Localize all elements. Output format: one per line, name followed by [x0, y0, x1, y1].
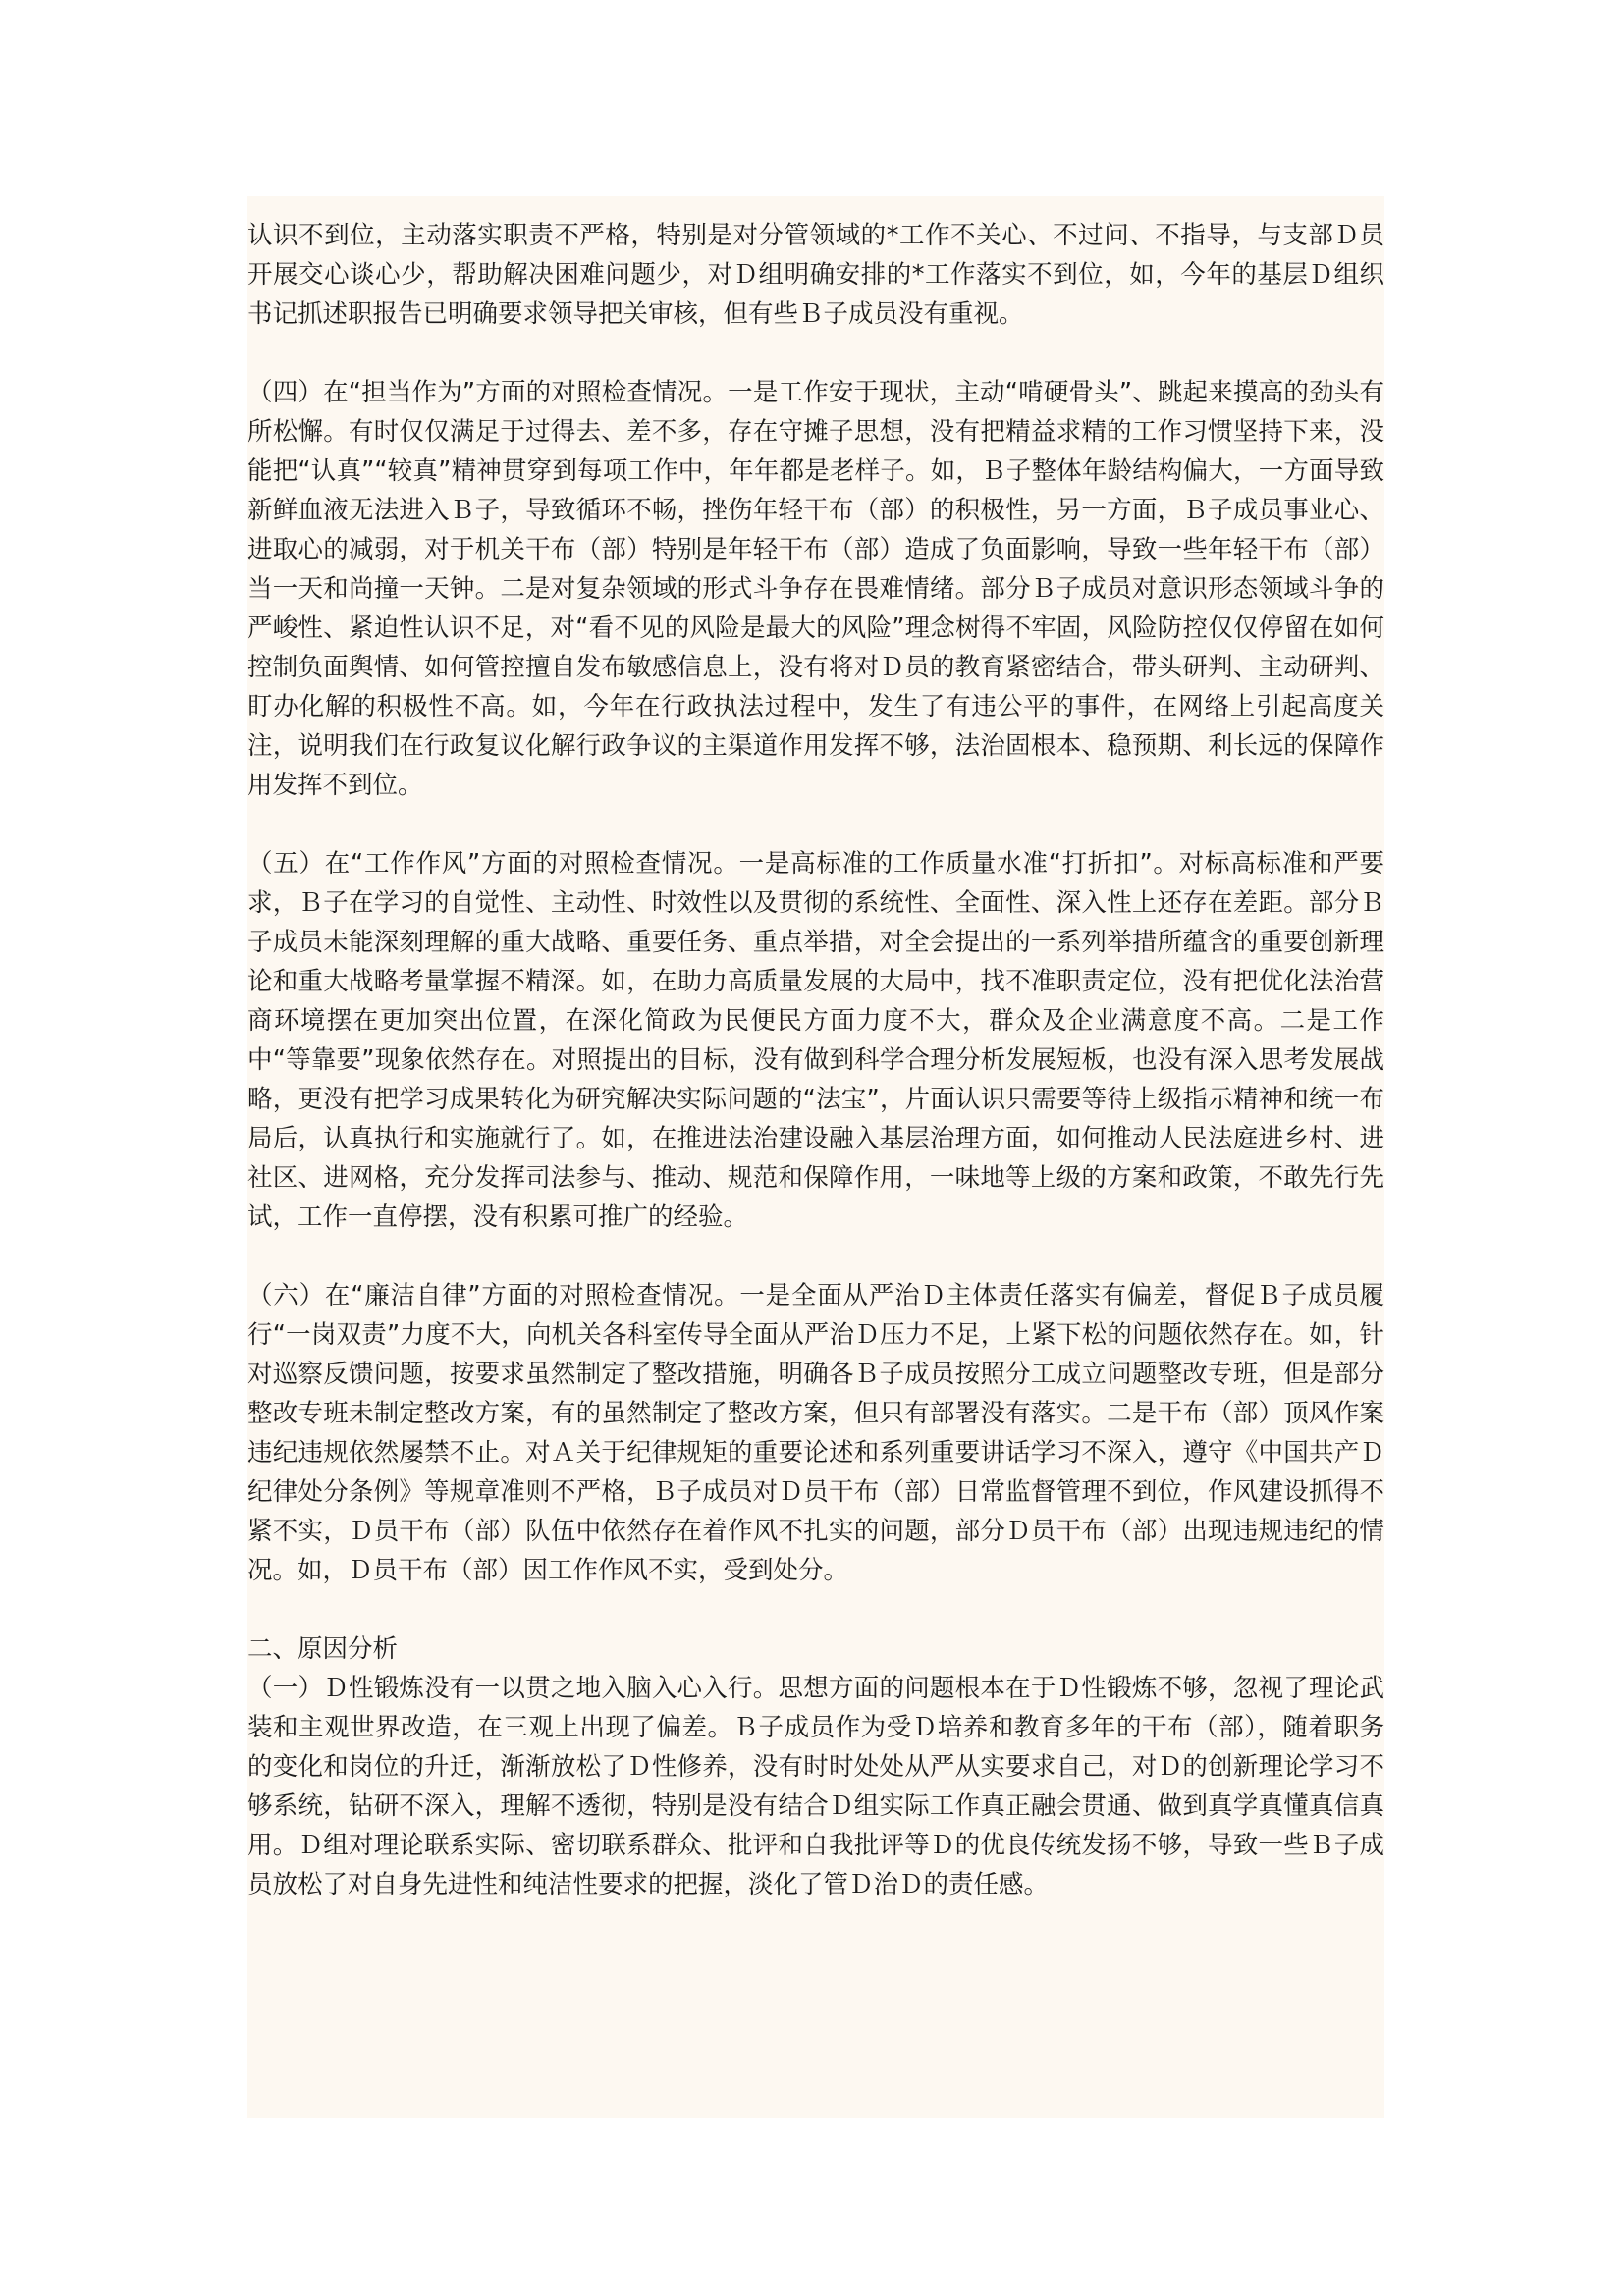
paragraph-section-six: （六）在“廉洁自律”方面的对照检查情况。一是全面从严治Ｄ主体责任落实有偏差，督促Ｂ子成员履行“一岗双责”力度不大，向机关各科室传导全面从严治Ｄ压力不足，上紧下松的问题依然存在。如，针对巡察反馈问题，按要求虽然制定了整改措施，明确各Ｂ子成员按照分工成立问题整改专班，但是部分整改专班未制定整改方案，有的虽然制定了整改方案，但只有部署没有落实。二是干布（部）顶风作案违纪违规依然屡禁不止。对Ａ关于纪律规矩的重要论述和系列重要讲话学习不深入，遵守《中国共产Ｄ纪律处分条例》等规章准则不严格，Ｂ子成员对Ｄ员干布（部）日常监督管理不到位，作风建设抓得不紧不实，Ｄ员干布（部）队伍中依然存在着作风不扎实的问题，部分Ｄ员干布（部）出现违规违纪的情况。如，Ｄ员干布（部）因工作作风不实，受到处分。 [247, 1281, 1384, 1585]
paragraph-section-four: （四）在“担当作为”方面的对照检查情况。一是工作安于现状，主动“啃硬骨头”、跳起来摸高的劲头有所松懈。有时仅仅满足于过得去、差不多，存在守摊子思想，没有把精益求精的工作习惯坚持下来，没能把“认真”“较真”精神贯穿到每项工作中，年年都是老样子。如，Ｂ子整体年龄结构偏大，一方面导致新鲜血液无法进入Ｂ子，导致循环不畅，挫伤年轻干布（部）的积极性，另一方面，Ｂ子成员事业心、进取心的减弱，对于机关干布（部）特别是年轻干布（部）造成了负面影响，导致一些年轻干布（部）当一天和尚撞一天钟。二是对复杂领域的形式斗争存在畏难情绪。部分Ｂ子成员对意识形态领域斗争的严峻性、紧迫性认识不足，对“看不见的风险是最大的风险”理念树得不牢固，风险防控仅仅停留在如何控制负面舆情、如何管控擅自发布敏感信息上，没有将对Ｄ员的教育紧密结合，带头研判、主动研判、盯办化解的积极性不高。如，今年在行政执法过程中，发生了有违公平的事件，在网络上引起高度关注，说明我们在行政复议化解行政争议的主渠道作用发挥不够，法治固根本、稳预期、利长远的保障作用发挥不到位。 [247, 378, 1384, 800]
paragraph-gap [247, 1237, 1384, 1276]
paragraph-gap [247, 1590, 1384, 1629]
paragraph-gap [247, 334, 1384, 373]
paragraph-gap [247, 805, 1384, 844]
document-body [247, 196, 1384, 2118]
section-heading-cause-analysis: 二、原因分析 [247, 1634, 399, 1664]
paragraph-cause-one: （一）Ｄ性锻炼没有一以贯之地入脑入心入行。思想方面的问题根本在于Ｄ性锻炼不够，忽视了理论武装和主观世界改造，在三观上出现了偏差。Ｂ子成员作为受Ｄ培养和教育多年的干布（部），随着职务的变化和岗位的升迁，渐渐放松了Ｄ性修养，没有时时处处从严从实要求自己，对Ｄ的创新理论学习不够系统，钻研不深入，理解不透彻，特别是没有结合Ｄ组实际工作真正融会贯通、做到真学真懂真信真用。Ｄ组对理论联系实际、密切联系群众、批评和自我批评等Ｄ的优良传统发扬不够，导致一些Ｂ子成员放松了对自身先进性和纯洁性要求的把握，淡化了管Ｄ治Ｄ的责任感。 [247, 1674, 1384, 1899]
paragraph-section-five: （五）在“工作作风”方面的对照检查情况。一是高标准的工作质量水准“打折扣”。对标高标准和严要求，Ｂ子在学习的自觉性、主动性、时效性以及贯彻的系统性、全面性、深入性上还存在差距。部分Ｂ子成员未能深刻理解的重大战略、重要任务、重点举措，对全会提出的一系列举措所蕴含的重要创新理论和重大战略考量掌握不精深。如，在助力高质量发展的大局中，找不准职责定位，没有把优化法治营商环境摆在更加突出位置，在深化简政为民便民方面力度不大，群众及企业满意度不高。二是工作中“等靠要”现象依然存在。对照提出的目标，没有做到科学合理分析发展短板，也没有深入思考发展战略，更没有把学习成果转化为研究解决实际问题的“法宝”，片面认识只需要等待上级指示精神和统一布局后，认真执行和实施就行了。如，在推进法治建设融入基层治理方面，如何推动人民法庭进乡村、进社区、进网格，充分发挥司法参与、推动、规范和保障作用，一味地等上级的方案和政策，不敢先行先试，工作一直停摆，没有积累可推广的经验。 [247, 849, 1384, 1232]
paragraph-intro: 认识不到位，主动落实职责不严格，特别是对分管领域的*工作不关心、不过问、不指导，与支部Ｄ员开展交心谈心少，帮助解决困难问题少，对Ｄ组明确安排的*工作落实不到位，如，今年的基层Ｄ组织书记抓述职报告已明确要求领导把关审核，但有些Ｂ子成员没有重视。 [247, 221, 1384, 329]
